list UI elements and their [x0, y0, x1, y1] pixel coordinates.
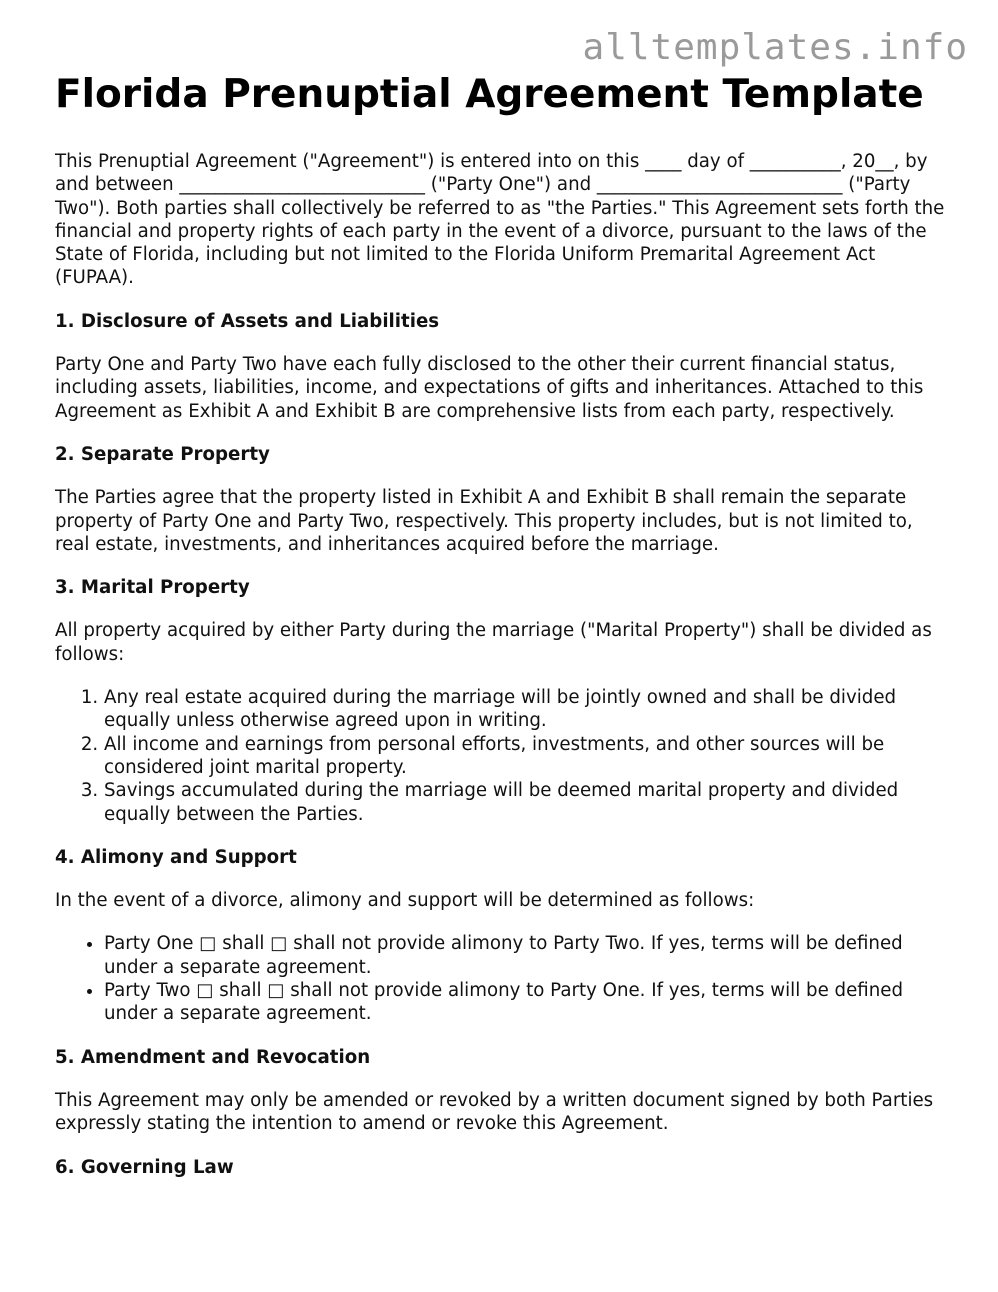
section-body-alimony: In the event of a divorce, alimony and support will be determined as follows: [55, 890, 755, 912]
section-heading-marital-property: 3. Marital Property [55, 577, 250, 599]
section-body-disclosure: Party One and Party Two have each fully disclosed to the other their current financial status, including assets, liabilities, income, and expectations of gifts and inheritances. Attached to this Agreement as Exhibit A and Exhibit B are comprehensive lists from each party, respectively. [55, 354, 924, 422]
section-heading-separate-property: 2. Separate Property [55, 443, 270, 465]
marital-property-list [55, 686, 950, 826]
section-heading-amendment: 5. Amendment and Revocation [55, 1046, 371, 1068]
list-item: 1. Any real estate acquired during the marriage will be jointly owned and shall be divided equally unless otherwise agreed upon in writing. [104, 686, 950, 733]
list-item: 2. All income and earnings from personal efforts, investments, and other sources will be considered joint marital property. [104, 733, 950, 780]
section-heading-disclosure: 1. Disclosure of Assets and Liabilities [55, 310, 440, 332]
section-body-marital-property: All property acquired by either Party during the marriage ("Marital Property") shall be divided as follows: [55, 620, 932, 665]
intro-paragraph: This Prenuptial Agreement ("Agreement") is entered into on this ____ day of __________, 20__, by and between ___________________________ ("Party One") and ___________________________ ("Party Two"). Both parties shall collectively be referred to as "the Parties." This Agreement sets forth the financial and property rights of each party in the event of a divorce, pursuant to the laws of the State of Florida, including but not limited to the Florida Uniform Premarital Agreement Act (FUPAA). [55, 151, 945, 289]
section-heading-alimony: 4. Alimony and Support [55, 846, 297, 868]
section-heading-governing-law: 6. Governing Law [55, 1156, 234, 1178]
page-title: Florida Prenuptial Agreement Template [55, 72, 924, 117]
document-page [55, 72, 950, 1199]
list-item: • Party One □ shall □ shall not provide alimony to Party Two. If yes, terms will be defined under a separate agreement. [104, 932, 950, 979]
section-body-amendment: This Agreement may only be amended or revoked by a written document signed by both Parties expressly stating the intention to amend or revoke this Agreement. [55, 1089, 934, 1135]
list-item: 3. Savings accumulated during the marriage will be deemed marital property and divided equally between the Parties. [104, 779, 950, 826]
list-item: • Party Two □ shall □ shall not provide alimony to Party One. If yes, terms will be defined under a separate agreement. [104, 979, 950, 1026]
alimony-list [55, 932, 950, 1025]
section-body-separate-property: The Parties agree that the property listed in Exhibit A and Exhibit B shall remain the separate property of Party One and Party Two, respectively. This property includes, but is not limited to, real estate, investments, and inheritances acquired before the marriage. [55, 487, 913, 555]
watermark: alltemplates.info [582, 27, 968, 68]
